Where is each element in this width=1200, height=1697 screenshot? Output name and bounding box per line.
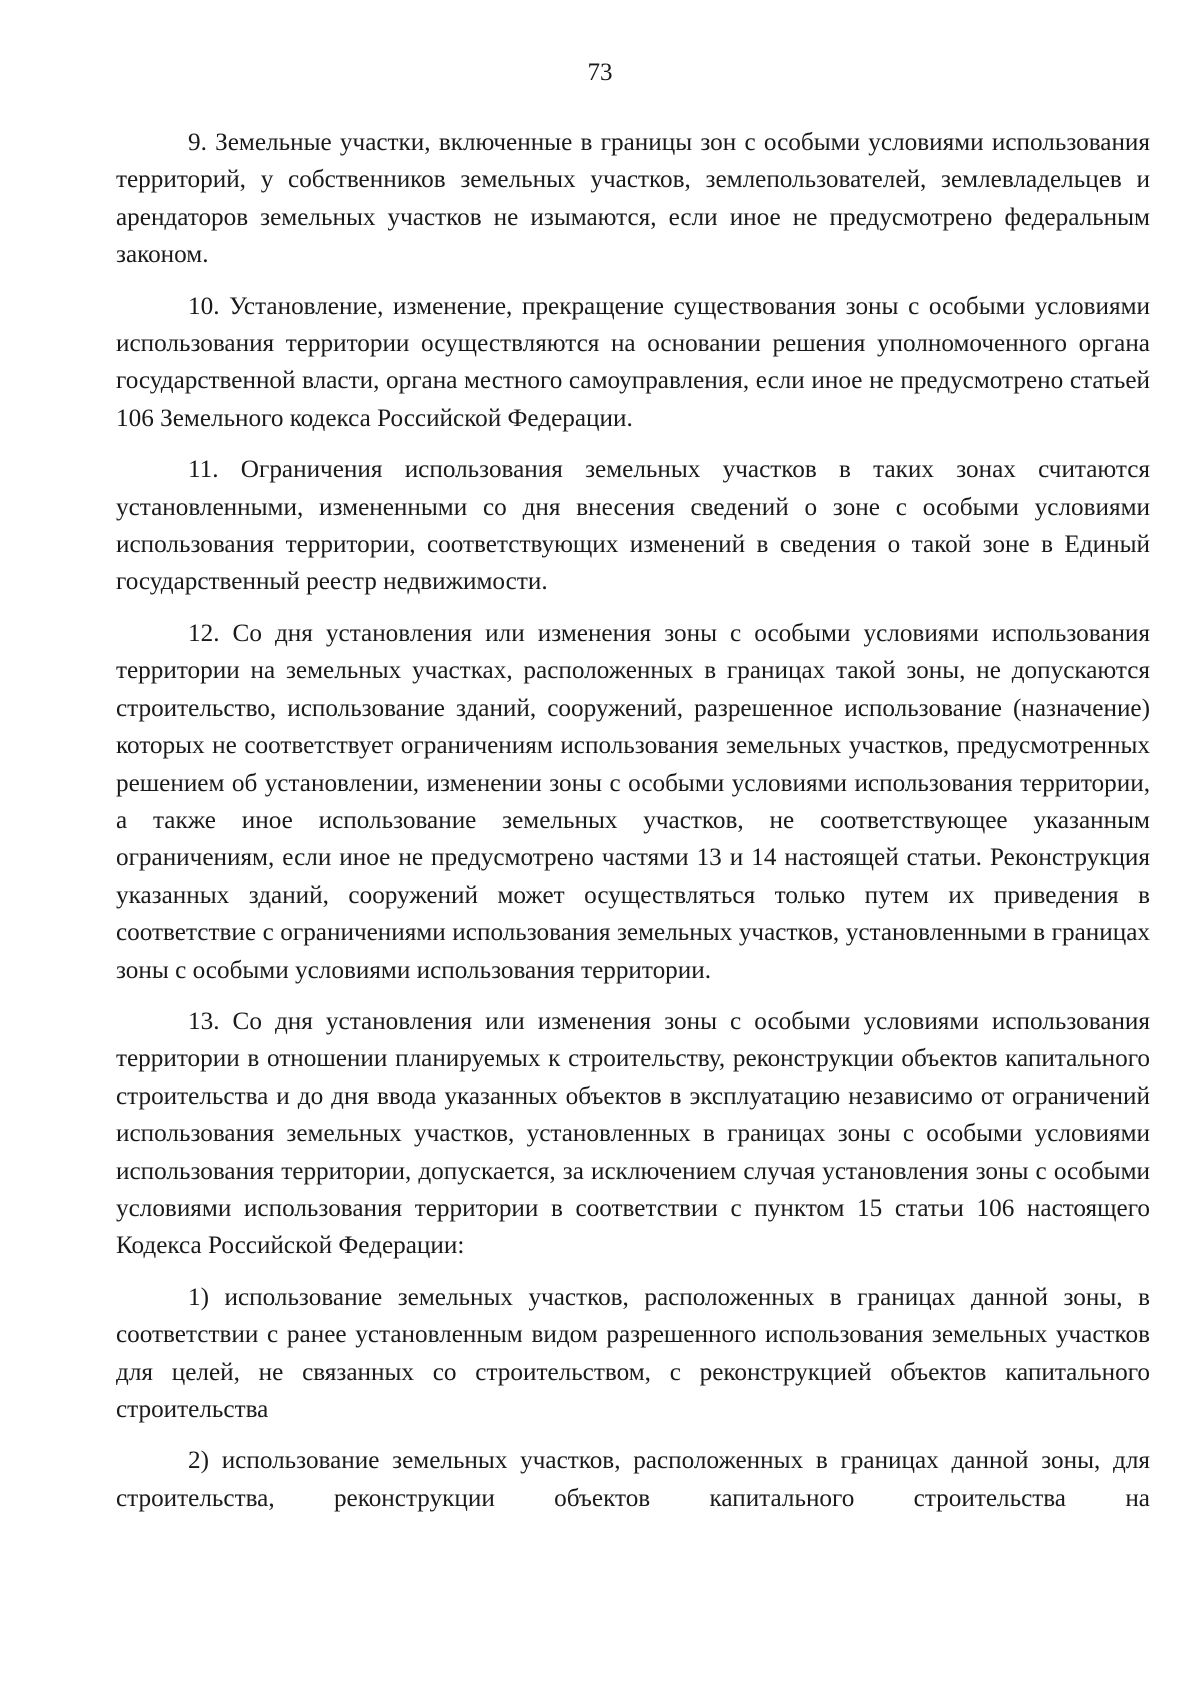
paragraph-11: 11. Ограничения использования земельных участков в таких зонах считаются установленными, измененными со дня внесения сведений о зоне с особыми условиями использования территории, соответствующих изменений в сведения о такой зоне в Единый государственный реестр недвижимости. — [116, 456, 1150, 596]
paragraph-9: 9. Земельные участки, включенные в границы зон с особыми условиями использования территорий, у собственников земельных участков, землепользователей, землевладельцев и арендаторов земельных участков не изымаются, если иное не предусмотрено федеральным законом. — [116, 129, 1150, 269]
page-number: 73 — [587, 59, 613, 86]
list-item-1: 1) использование земельных участков, расположенных в границах данной зоны, в соответствии с ранее установленным видом разрешенного использования земельных участков для целей, не связанных со строительством, с реконструкцией объектов капитального строительства — [116, 1283, 1150, 1423]
list-item-2: 2) использование земельных участков, расположенных в границах данной зоны, для строительства, реконструкции объектов капитального строительства на — [116, 1447, 1150, 1512]
paragraph-13: 13. Со дня установления или изменения зоны с особыми условиями использования территории в отношении планируемых к строительству, реконструкции объектов капитального строительства и до дня ввода указанных объектов в эксплуатацию независимо от ограничений использования земельных участков, установленных в границах зоны с особыми условиями использования территории, допускается, за исключением случая установления зоны с особыми условиями использования территории в соответствии с пунктом 15 статьи 106 настоящего Кодекса Российской Федерации: — [116, 1007, 1150, 1260]
paragraph-12: 12. Со дня установления или изменения зоны с особыми условиями использования территории на земельных участках, расположенных в границах такой зоны, не допускаются строительство, использование зданий, сооружений, разрешенное использование (назначение) которых не соответствует ограничениям использования земельных участков, предусмотренных решением об установлении, изменении зоны с особыми условиями использования территории, а также иное использование земельных участков, не соответствующее указанным ограничениям, если иное не предусмотрено частями 13 и 14 настоящей статьи. Реконструкция указанных зданий, сооружений может осуществляться только путем их приведения в соответствие с ограничениями использования земельных участков, установленными в границах зоны с особыми условиями использования территории. — [116, 619, 1150, 984]
paragraph-10: 10. Установление, изменение, прекращение существования зоны с особыми условиями использования территории осуществляются на основании решения уполномоченного органа государственной власти, органа местного самоуправления, если иное не предусмотрено статьей 106 Земельного кодекса Российской Федерации. — [116, 292, 1150, 432]
document-body — [116, 124, 1150, 1531]
